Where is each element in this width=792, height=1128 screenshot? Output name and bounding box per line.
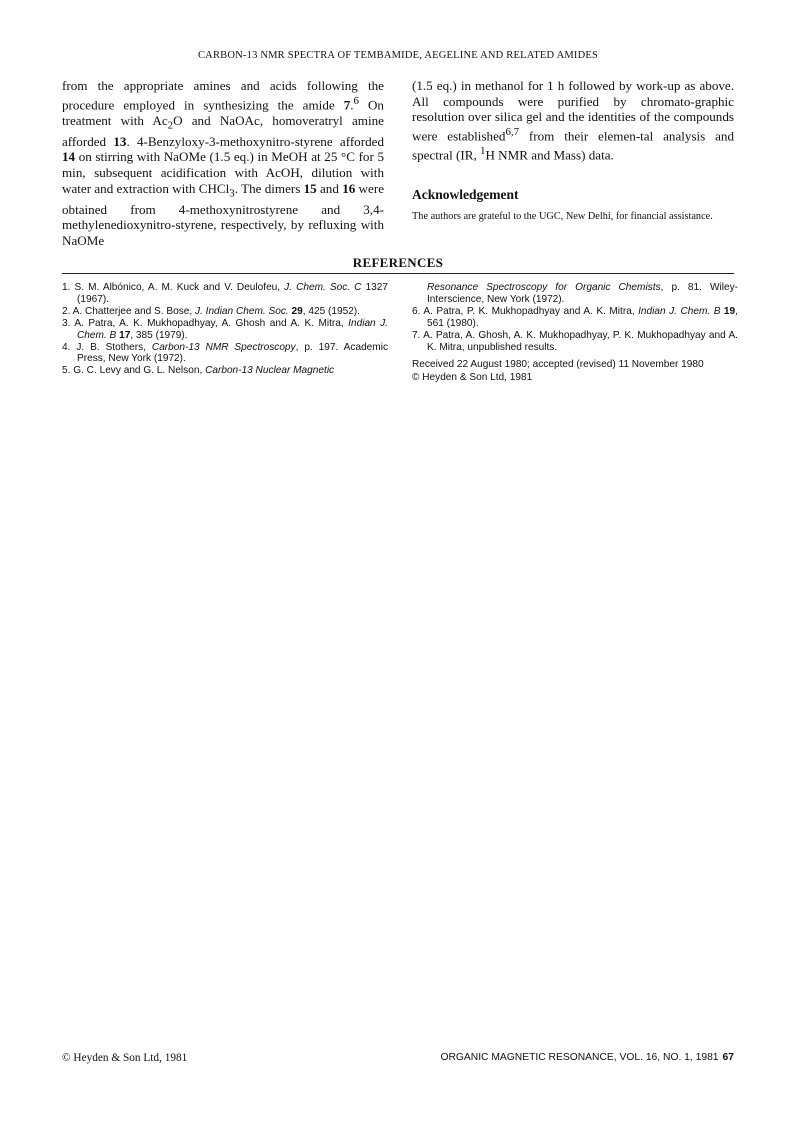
- references-rule: [62, 273, 734, 274]
- reference-2: 2. A. Chatterjee and S. Bose, J. Indian Chem. Soc. 29, 425 (1952).: [62, 305, 360, 317]
- running-head: CARBON-13 NMR SPECTRA OF TEMBAMIDE, AEGELINE AND RELATED AMIDES: [197, 50, 599, 61]
- compound-ref: 7: [343, 96, 351, 112]
- left-paragraph: from the appropriate amines and acids following the procedure employed in synthesizing the amide 7.$^6$ On treatment with $Ac_2O$ and NaOAc, homoveratryl amine afforded 13. 4-Benzyloxy-3-methoxynitro-styrene afforded 14 on stirring with NaOMe (1.5 eq.) in MeOH at 25 °C for 5 min, subsequent acidification with AcOH, dilution with water and extraction with CHCl$_3$. The dimers 15 and 16 were obtained from 4-methoxynitrostyrene and 3,4-methylenedioxynitro-styrene, respectively, by refluxing with NaOMe: [62, 78, 385, 248]
- right-paragraph: (1.5 eq.) in methanol for 1 h followed by work-up as above. All compounds were purified by chromato-graphic resolution over silica gel and the identities of the compounds were established$^{6,7}$ from their elemen-tal analysis and spectral (IR, $^1$H NMR and Mass) data.: [412, 78, 734, 163]
- references-heading: REFERENCES: [352, 255, 444, 270]
- journal-citation: ORGANIC MAGNETIC RESONANCE, VOL. 16, NO. 1, 1981: [440, 1052, 719, 1063]
- footer-copyright: © Heyden & Son Ltd, 1981: [62, 1052, 188, 1064]
- acknowledgement-text: The authors are grateful to the UGC, New Delhi, for financial assistance.: [412, 210, 713, 222]
- compound-ref: 15: [303, 180, 317, 196]
- reference-5: 5. G. C. Levy and G. L. Nelson, Carbon-13 Nuclear Magnetic: [62, 365, 335, 377]
- compound-ref: 13: [113, 133, 127, 149]
- citation: 6: [353, 94, 359, 107]
- reference-1: 1. S. M. Albónico, A. M. Kuck and V. Deulofeu, J. Chem. Soc. C 1327 (1967).: [62, 282, 388, 305]
- right-column: [412, 78, 734, 223]
- compound-ref: 16: [342, 180, 356, 196]
- reference-3: 3. A. Patra, A. K. Mukhopadhyay, A. Ghosh and A. K. Mitra, Indian J. Chem. B 17, 385 (1979).: [62, 317, 388, 341]
- references-left-column: [62, 282, 388, 377]
- references-right-column: [412, 282, 738, 385]
- citation: 6,7: [505, 125, 520, 138]
- footer-journal: [440, 1052, 734, 1063]
- acknowledgement-heading: Acknowledgement: [412, 186, 519, 202]
- reference-7: 7. A. Patra, A. Ghosh, A. K. Mukhopadhyay, P. K. Mukhopadhyay and A. K. Mitra, unpublished results.: [412, 329, 738, 353]
- page-number: 67: [722, 1052, 734, 1063]
- reference-4: 4. J. B. Stothers, Carbon-13 NMR Spectroscopy, p. 197. Academic Press, New York (1972).: [62, 341, 388, 365]
- reference-5-continued: Resonance Spectroscopy for Organic Chemists, p. 81. Wiley-Interscience, New York (1972).: [427, 282, 739, 305]
- reference-6: 6. A. Patra, P. K. Mukhopadhyay and A. K. Mitra, Indian J. Chem. B 19, 561 (1980).: [412, 305, 738, 329]
- received-date: Received 22 August 1980; accepted (revised) 11 November 1980: [412, 359, 704, 371]
- copyright-notice: © Heyden & Son Ltd, 1981: [412, 372, 533, 384]
- compound-ref: 14: [62, 149, 76, 165]
- left-column: [62, 78, 384, 249]
